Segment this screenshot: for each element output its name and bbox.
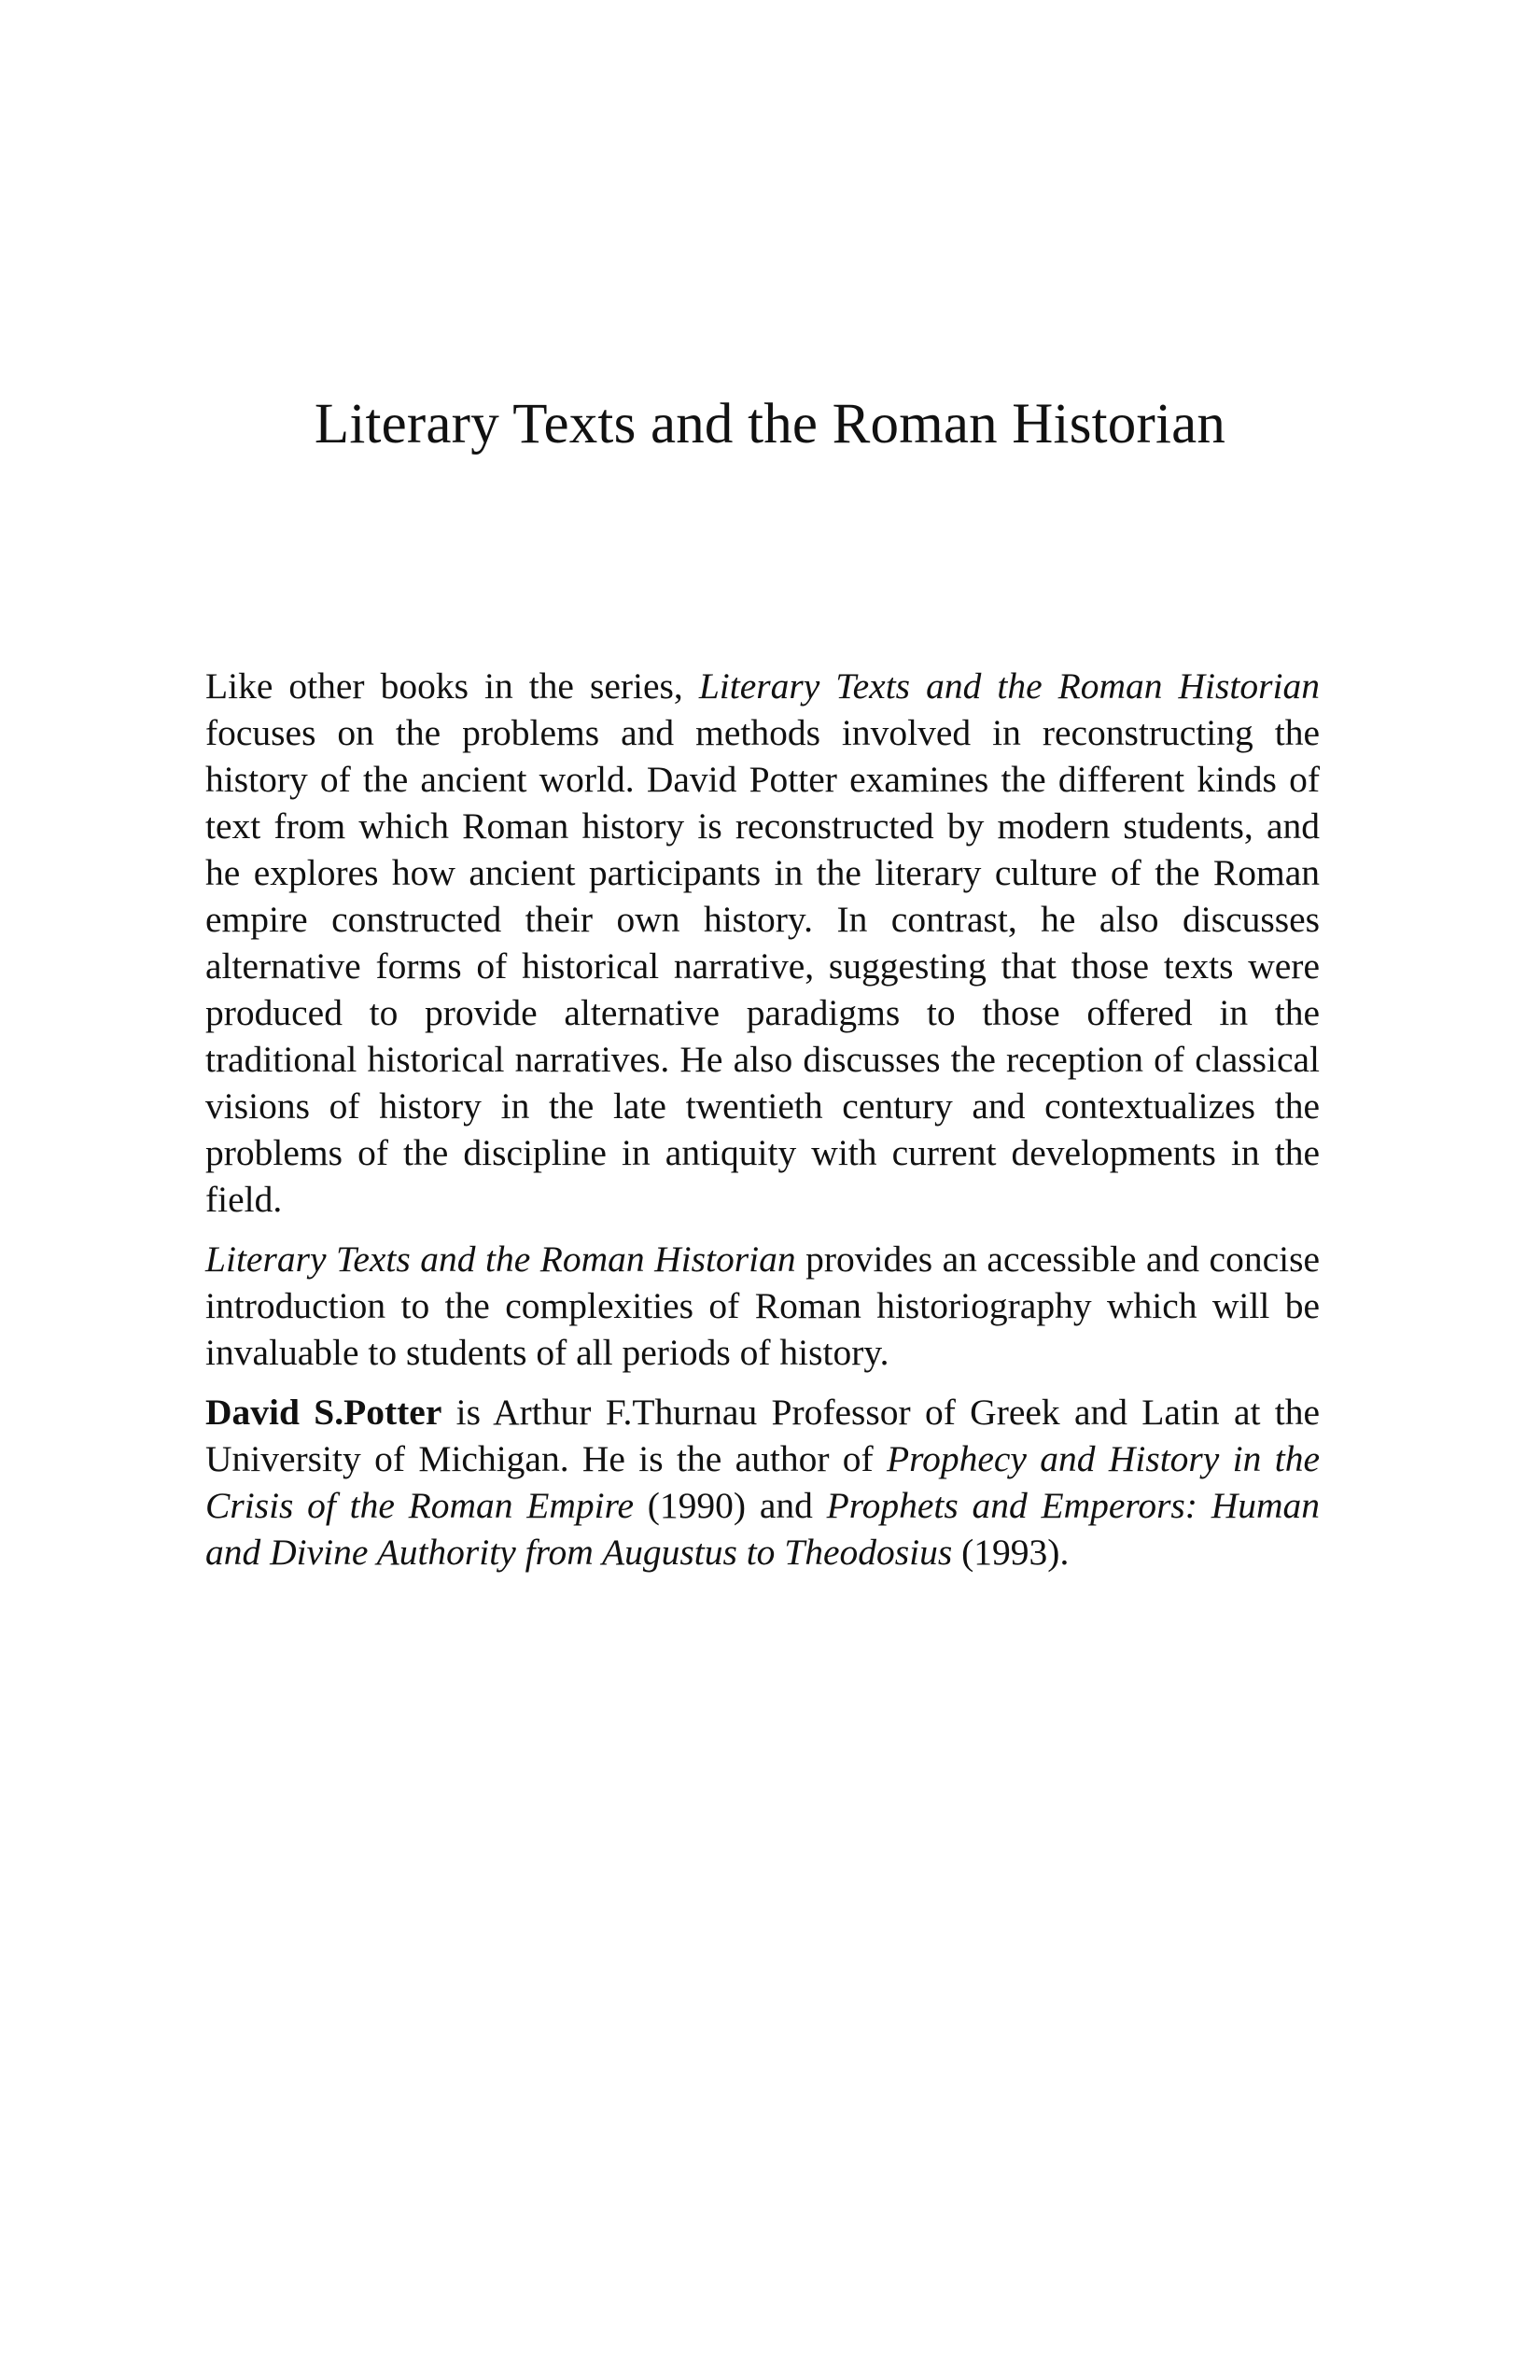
author-name: David S.Potter [205, 1392, 442, 1433]
author-bio-text-1: is Arthur F.Thurnau Professor of Greek and Latin at the University of Michigan. He is the author of [205, 1392, 1320, 1479]
author-bio-paragraph [205, 1389, 1320, 1575]
page-title: Literary Texts and the Roman Historian [314, 393, 1226, 455]
author-book-title-2: Prophets and Emperors: Human and Divine Authority from Augustus to Theodosius [205, 1485, 1320, 1573]
paragraph-2-body: provides an accessible and concise introduction to the complexities of Roman historiography which will be invaluable to students of all periods of history. [205, 1239, 1320, 1373]
author-bio-text-2: (1990) and [634, 1485, 827, 1526]
paragraph-2-series-title: Literary Texts and the Roman Historian [205, 1239, 796, 1280]
description-paragraph-2 [205, 1236, 1320, 1376]
description-paragraph-1 [205, 663, 1320, 1223]
paragraph-1-body: focuses on the problems and methods involved in reconstructing the history of the ancient world. David Potter examines the different kinds of text from which Roman history is reconstructed by modern students, and he explores how ancient participants in the literary culture of the Roman empire constructed their own history. In contrast, he also discusses alternative forms of historical narrative, suggesting that those texts were produced to provide alternative paradigms to those offered in the traditional historical narratives. He also discusses the reception of classical visions of history in the late twentieth century and contextualizes the problems of the discipline in antiquity with current developments in the field. [205, 712, 1320, 1220]
author-book-title-1: Prophecy and History in the Crisis of the Roman Empire [205, 1438, 1320, 1526]
book-description [205, 663, 1320, 1589]
paragraph-1-lead: Like other books in the series, [205, 665, 699, 707]
author-bio-text-3: (1993). [952, 1532, 1070, 1573]
paragraph-1-series-title: Literary Texts and the Roman Historian [698, 665, 1320, 707]
